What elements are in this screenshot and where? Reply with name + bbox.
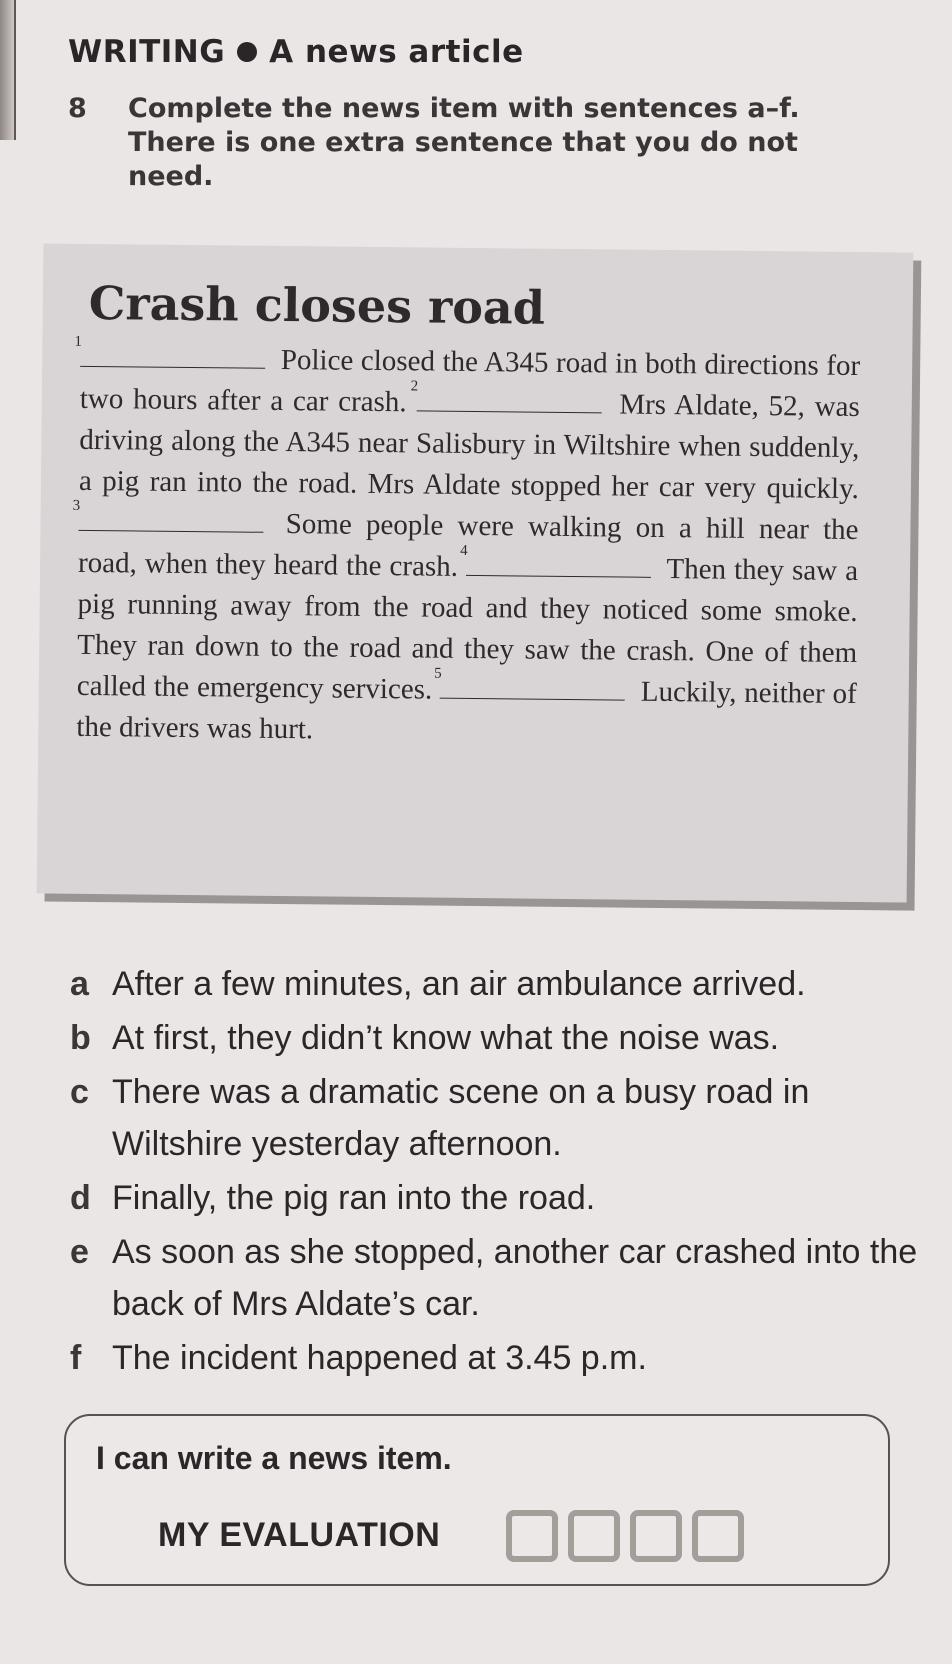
answer-gap-2[interactable]	[410, 378, 601, 413]
gap-number: 4	[460, 542, 468, 559]
news-article-card	[37, 243, 914, 902]
option-item	[70, 1226, 930, 1330]
task-number: 8	[68, 93, 87, 124]
article-segment: Police closed the A345 road in both directions for two hours after a car crash.	[79, 343, 861, 419]
section-topic: A news article	[269, 34, 524, 70]
option-text: As soon as she stopped, another car crashed into the back of Mrs Aldate’s car.	[112, 1233, 918, 1323]
option-item	[70, 1012, 930, 1064]
option-letter: c	[70, 1073, 89, 1111]
article-title: Crash closes road	[88, 275, 546, 335]
option-letter: f	[70, 1339, 82, 1377]
option-text: There was a dramatic scene on a busy road in Wiltshire yesterday afternoon.	[112, 1073, 810, 1163]
evaluation-checkbox-3[interactable]	[630, 1510, 682, 1562]
option-letter: e	[70, 1233, 89, 1271]
gap-number: 2	[410, 378, 419, 395]
task-instruction-block	[68, 92, 828, 194]
article-segment: Some people were walking on a hill near the road, when they heard the crash.	[77, 508, 859, 583]
option-item	[70, 1332, 930, 1384]
section-label: WRITING	[68, 34, 226, 70]
answer-gap-3[interactable]	[72, 497, 263, 533]
gap-number: 1	[74, 333, 82, 350]
article-segment: Then they saw a pig running away from the road and they noticed some smoke. They ran down to the road and they saw the crash. One of them called the emergency services.	[76, 553, 859, 706]
evaluation-label: MY EVALUATION	[158, 1516, 441, 1554]
answer-gap-4[interactable]	[460, 542, 651, 578]
answer-gap-1[interactable]	[74, 333, 265, 369]
evaluation-checkbox-4[interactable]	[692, 1510, 744, 1562]
evaluation-checkbox-2[interactable]	[568, 1510, 620, 1562]
answer-gap-5[interactable]	[434, 665, 625, 701]
can-do-statement: I can write a news item.	[96, 1440, 452, 1476]
option-item	[70, 958, 930, 1010]
option-text: After a few minutes, an air ambulance arrived.	[112, 965, 806, 1003]
option-letter: b	[70, 1019, 91, 1057]
option-item	[70, 1172, 930, 1224]
bullet-icon	[237, 42, 257, 62]
section-heading	[68, 34, 524, 70]
gap-number: 5	[434, 665, 442, 682]
option-text: At first, they didn’t know what the noise was.	[112, 1019, 780, 1057]
article-segment: Luckily, neither of the drivers was hurt.	[76, 675, 857, 746]
evaluation-checkbox-1[interactable]	[506, 1510, 558, 1562]
option-letter: d	[70, 1179, 91, 1217]
evaluation-squares	[506, 1510, 744, 1562]
option-text: The incident happened at 3.45 p.m.	[112, 1339, 647, 1377]
article-body	[72, 333, 861, 756]
option-text: Finally, the pig ran into the road.	[112, 1179, 596, 1217]
page-edge-shadow	[0, 0, 16, 140]
self-evaluation-box	[64, 1414, 890, 1586]
task-instruction: Complete the news item with sentences a–f. There is one extra sentence that you do not need.	[128, 93, 800, 192]
option-letter: a	[70, 965, 89, 1003]
sentence-options-list	[70, 958, 930, 1386]
article-segment: Mrs Aldate, 52, was driving along the A345 near Salisbury in Wiltshire when suddenly, a pig ran into the road. Mrs Aldate stopped her car very quickly.	[78, 388, 860, 506]
gap-number: 3	[72, 497, 81, 514]
option-item	[70, 1066, 930, 1170]
